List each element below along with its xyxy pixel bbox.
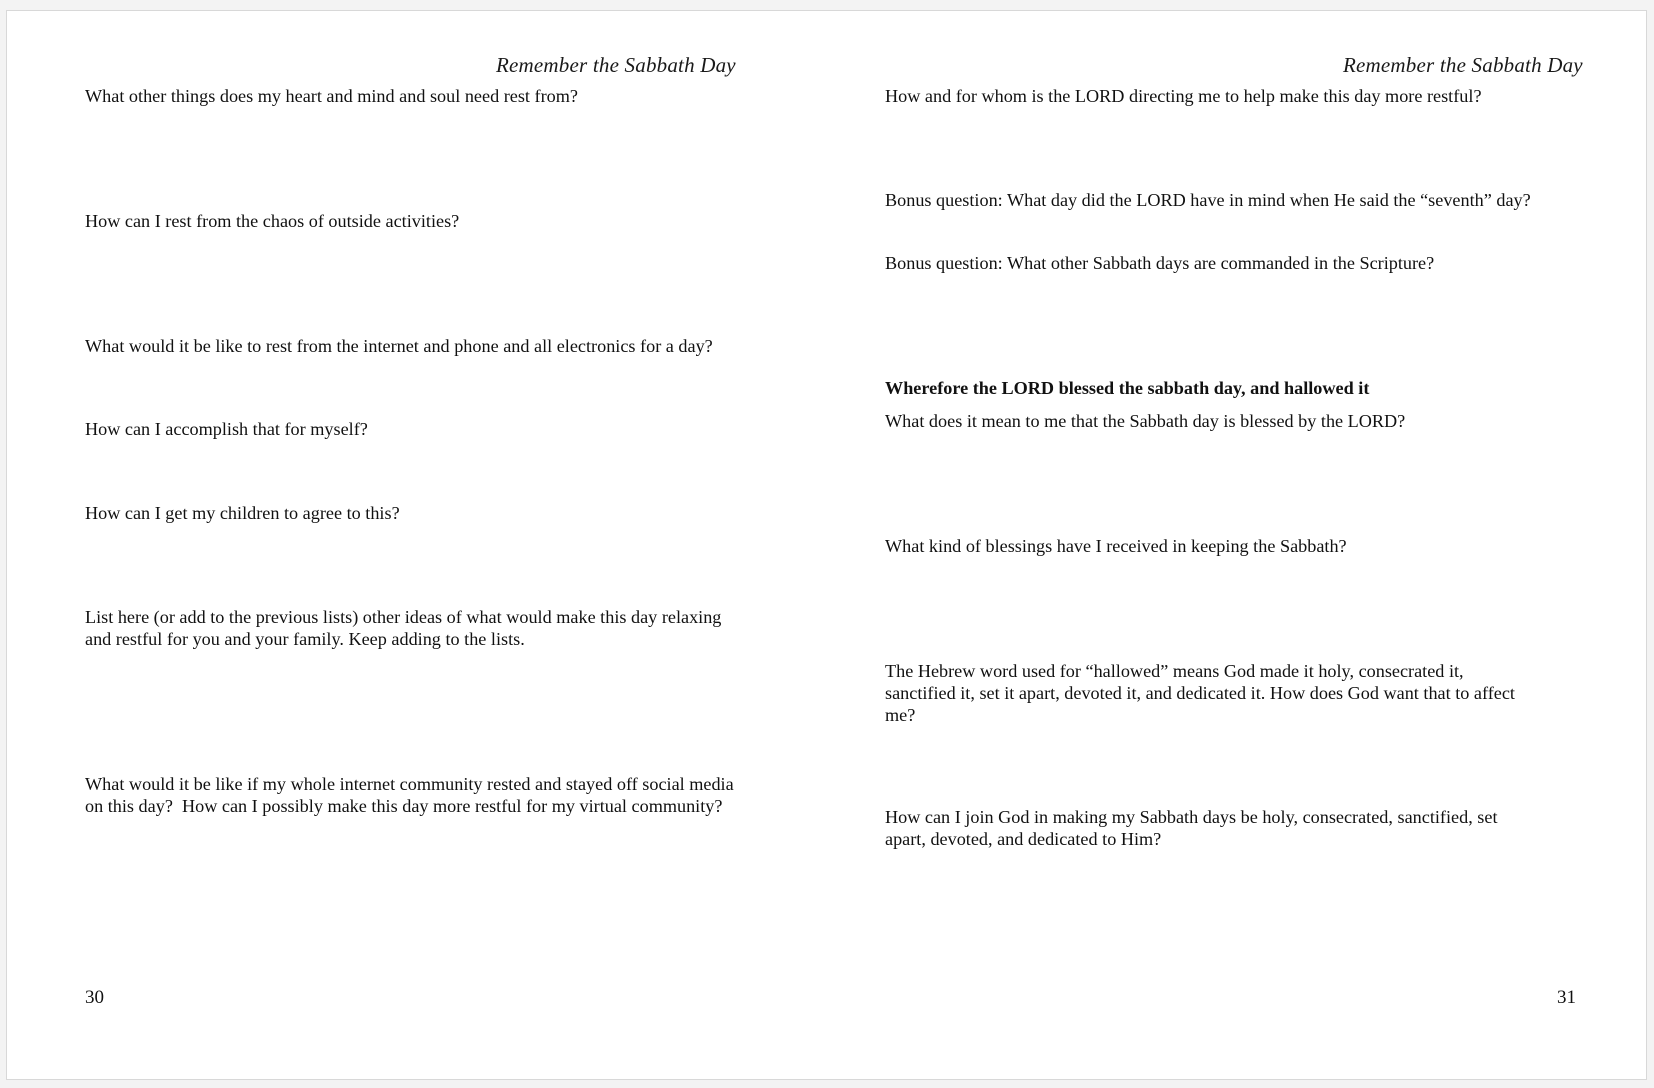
page-number: 31 <box>1557 987 1576 1008</box>
question-join-god: How can I join God in making my Sabbath days be holy, consecrated, sanctified, set apart, devoted, and dedicated to Him? <box>885 807 1498 849</box>
question-rest-needs: What other things does my heart and mind and soul need rest from? <box>85 86 578 106</box>
bonus-question-seventh-day: Bonus question: What day did the LORD have in mind when He said the “seventh” day? <box>885 190 1531 210</box>
question-outside-chaos: How can I rest from the chaos of outside activities? <box>85 211 460 231</box>
bonus-question-other-sabbaths: Bonus question: What other Sabbath days are commanded in the Scripture? <box>885 253 1435 273</box>
running-head: Remember the Sabbath Day <box>1343 53 1583 77</box>
question-blessed-meaning: What does it mean to me that the Sabbath day is blessed by the LORD? <box>885 411 1406 431</box>
question-whom-to-help: How and for whom is the LORD directing me to help make this day more restful? <box>885 86 1482 106</box>
question-children: How can I get my children to agree to this? <box>85 503 400 523</box>
question-hallowed: The Hebrew word used for “hallowed” means God made it holy, consecrated it, sanctified it, set it apart, devoted it, and dedicated it. How does God want that to affect me? <box>885 661 1515 725</box>
question-electronics-rest: What would it be like to rest from the internet and phone and all electronics for a day? <box>85 336 713 356</box>
page-number: 30 <box>85 987 104 1008</box>
question-internet-community: What would it be like if my whole internet community rested and stayed off social media on this day? How can I possibly make this day more restful for my virtual community? <box>85 774 734 816</box>
section-heading: Wherefore the LORD blessed the sabbath day, and hallowed it <box>885 378 1370 398</box>
book-spread <box>6 10 1647 1080</box>
question-accomplish: How can I accomplish that for myself? <box>85 419 368 439</box>
question-blessings-received: What kind of blessings have I received in keeping the Sabbath? <box>885 536 1347 556</box>
question-list-ideas: List here (or add to the previous lists) other ideas of what would make this day relaxing and restful for you and your family. Keep adding to the lists. <box>85 607 722 649</box>
left-page <box>7 11 827 1079</box>
running-head: Remember the Sabbath Day <box>496 53 736 77</box>
right-page <box>827 11 1648 1079</box>
